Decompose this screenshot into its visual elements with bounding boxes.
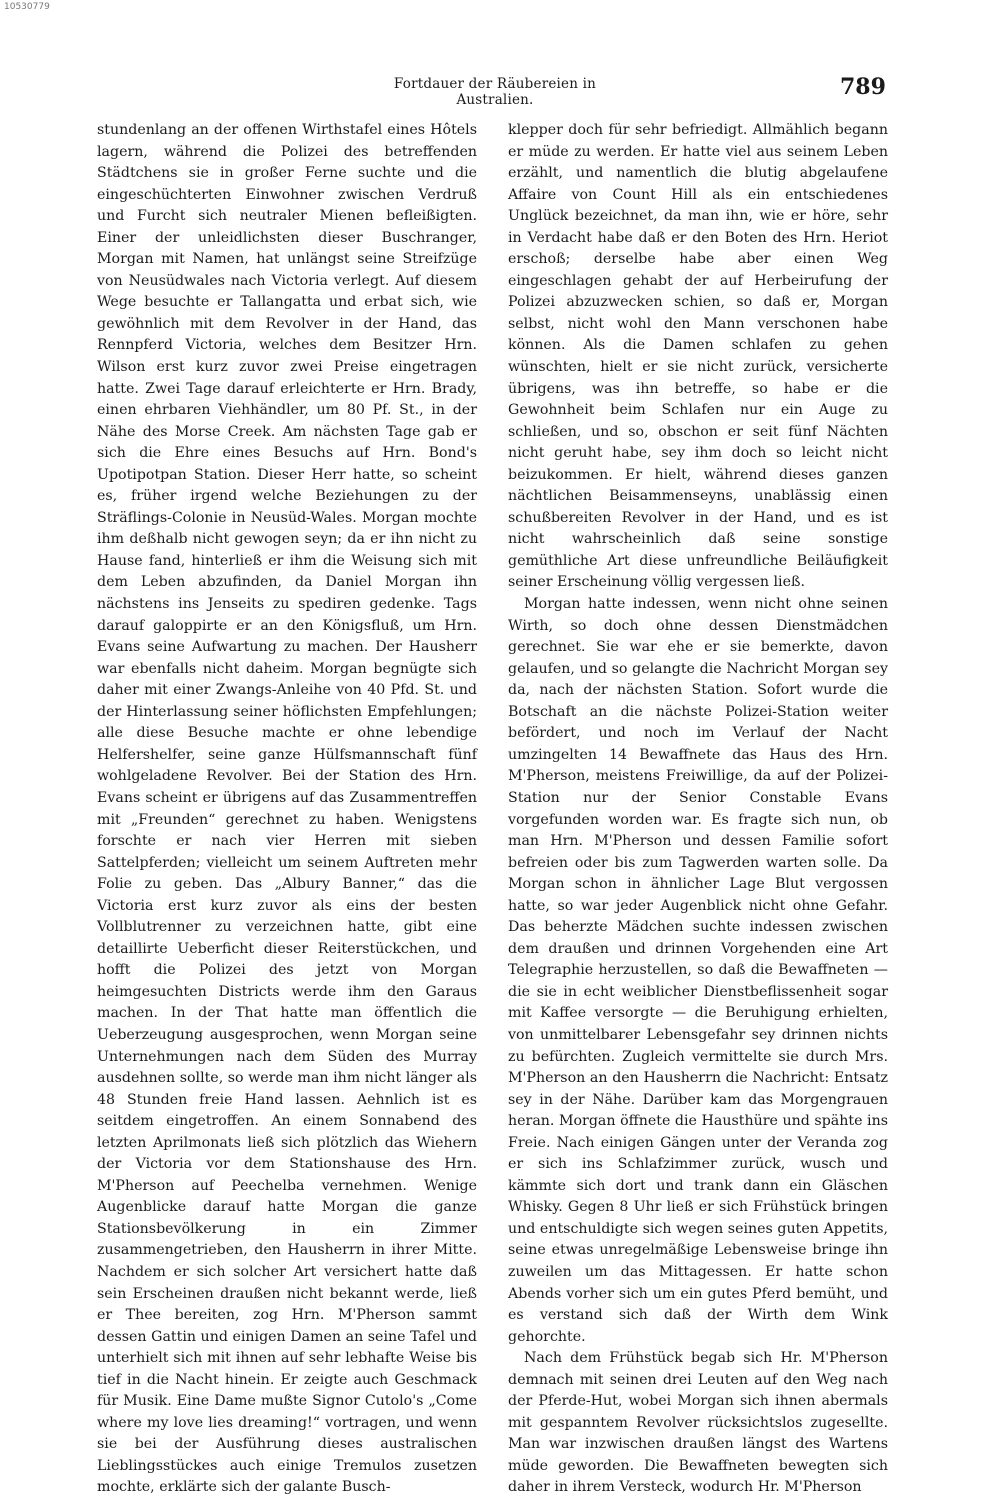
- scan-id-label: 10530779: [4, 2, 50, 12]
- paragraph: Nach dem Frühstück begab sich Hr. M'Pherson demnach mit seinen drei Leuten auf den Weg nach der Pferde-Hut, wobei Morgan sich ihnen abermals mit gespanntem Revolver rücksichtslos zugesellte. Man war inzwischen draußen längst des Wartens müde geworden. Die Bewaffneten bewegten sich daher in ihrem Versteck, wodurch Hr. M'Pherson: [508, 1350, 888, 1496]
- right-column: [508, 120, 888, 1496]
- running-title: Fortdauer der Räubereien in Australien.: [393, 76, 597, 108]
- paragraph: klepper doch für sehr befriedigt. Allmählich begann er müde zu werden. Er hatte viel aus seinem Leben erzählt, und namentlich die blutig abgelaufene Affaire von Count Hill als ein entschiedenes Unglück bezeichnet, da man ihn, wie er höre, sehr in Verdacht habe daß er den Boten des Hrn. Heriot erschoß; derselbe habe aber einen Weg eingeschlagen gehabt der auf Herbeirufung der Polizei abzuzwecken schien, so daß er, Morgan selbst, nicht wohl den Mann verschonen habe können. Als die Damen schlafen zu gehen wünschten, hielt er sie nicht zurück, versicherte übrigens, was ihn betreffe, so habe er die Gewohnheit beim Schlafen nur ein Auge zu schließen, und so, obschon er seit fünf Nächten nicht geruht habe, sey ihm doch so leicht nicht beizukommen. Er hielt, während dieses ganzen nächtlichen Beisammenseyns, unablässig einen schußbereiten Revolver in der Hand, und es ist nicht wahrscheinlich daß seine sonstige gemüthliche Art diese unfreundliche Beiläufigkeit seiner Erscheinung völlig vergessen ließ.: [508, 122, 888, 591]
- paragraph: stundenlang an der offenen Wirthstafel eines Hôtels lagern, während die Polizei des betreffenden Städtchens sie in großer Ferne suchte und die eingeschüchterten Einwohner zwischen Verdruß und Furcht sich neutraler Mienen befleißigten. Einer der unleidlichsten dieser Buschranger, Morgan mit Namen, hat unlängst seine Streifzüge von Neusüdwales nach Victoria verlegt. Auf diesem Wege besuchte er Tallangatta und erbat sich, wie gewöhnlich mit dem Revolver in der Hand, das Rennpferd Victoria, welches dem Besitzer Hrn. Wilson erst kurz zuvor zwei Preise eingetragen hatte. Zwei Tage darauf erleichterte er Hrn. Brady, einen ehrbaren Viehhändler, um 80 Pf. St., in der Nähe des Morse Creek. Am nächsten Tage gab er sich die Ehre eines Besuchs auf Hrn. Bond's Upotipotpan Station. Dieser Herr hatte, so scheint es, früher irgend welche Beziehungen zu der Sträflings-Colonie in Neusüd-Wales. Morgan mochte ihm deßhalb nicht gewogen seyn; da er ihn nicht zu Hause fand, hinterließ er ihm die Weisung sich mit dem Leben abzufinden, da Daniel Morgan ihn nächstens ins Jenseits zu spediren gedenke. Tags darauf galoppirte er an den Königsfluß, um Hrn. Evans seine Aufwartung zu machen. Der Hausherr war ebenfalls nicht daheim. Morgan begnügte sich daher mit einer Zwangs-Anleihe von 40 Pfd. St. und der Hinterlassung seiner höflichsten Empfehlungen; alle diese Besuche machte er ohne lebendige Helfershelfer, seine ganze Hülfsmannschaft fünf wohlgeladene Revolver. Bei der Station des Hrn. Evans scheint er übrigens auf das Zusammentreffen mit „Freunden“ gerechnet zu haben. Wenigstens forschte er nach vier Herren mit sieben Sattelpferden; vielleicht um seinem Auftreten mehr Folie zu geben. Das „Albury Banner,“ das die Victoria erst kurz zuvor als eins der besten Vollblutrenner zu verzeichnen hatte, gibt eine detaillirte Ueberficht dieser Reiterstückchen, und hofft die Polizei des jetzt von Morgan heimgesuchten Districts werde ihm den Garaus machen. In der That hatte man öffentlich die Ueberzeugung ausgesprochen, wenn Morgan seine Unternehmungen nach dem Süden des Murray ausdehnen sollte, so werde man ihm nicht länger als 48 Stunden freie Hand lassen. Aehnlich ist es seitdem eingetroffen. An einem Sonnabend des letzten Aprilmonats ließ sich plötzlich das Wiehern der Victoria vor dem Stationshause des Hrn. M'Pherson auf Peechelba vernehmen. Wenige Augenblicke darauf hatte Morgan die ganze Stationsbevölkerung in ein Zimmer zusammengetrieben, den Hausherrn in ihrer Mitte. Nachdem er sich solcher Art versichert hatte daß sein Erscheinen draußen nicht bekannt werde, ließ er Thee bereiten, zog Hrn. M'Pherson sammt dessen Gattin und einigen Damen an seine Tafel und unterhielt sich mit ihnen auf sehr lebhafte Weise bis tief in die Nacht hinein. Er zeigte auch Geschmack für Musik. Eine Dame mußte Signor Cutolo's „Come where my love lies dreaming!“ vortragen, und wenn sie bei der Ausführung dieses australischen Lieblingsstückes auch einige Tremulos zusetzen mochte, erklärte sich der galante Busch-: [97, 122, 477, 1496]
- paragraph: Morgan hatte indessen, wenn nicht ohne seinen Wirth, so doch ohne dessen Dienstmädchen gerechnet. Sie war ehe er sie bemerkte, davon gelaufen, und so gelangte die Nachricht Morgan sey da, nach der nächsten Station. Sofort wurde die Botschaft an die nächste Polizei-Station weiter befördert, und noch im Verlauf der Nacht umzingelten 14 Bewaffnete das Haus des Hrn. M'Pherson, meistens Freiwillige, da auf der Polizei-Station nur der Senior Constable Evans vorgefunden worden war. Es fragte sich nun, ob man Hrn. M'Pherson und dessen Familie sofort befreien oder bis zum Tagwerden warten solle. Da Morgan schon in ähnlicher Lage Blut vergossen hatte, so war jeder Augenblick nicht ohne Gefahr. Das beherzte Mädchen suchte indessen zwischen dem draußen und drinnen Vorgehenden eine Art Telegraphie herzustellen, so daß die Bewaffneten — die sie in echt weiblicher Dienstbeflissenheit sogar mit Kaffee versorgte — die Beruhigung erhielten, von unmittelbarer Lebensgefahr sey drinnen nichts zu befürchten. Zugleich vermittelte sie durch Mrs. M'Pherson an den Hausherrn die Nachricht: Entsatz sey in der Nähe. Darüber kam das Morgengrauen heran. Morgan öffnete die Hausthüre und spähte ins Freie. Nach einigen Gängen unter der Veranda zog er sich ins Schlafzimmer zurück, wusch und kämmte sich dort und trank dann ein Gläschen Whisky. Gegen 8 Uhr ließ er sich Frühstück bringen und entschuldigte sich wegen seines guten Appetits, seine etwas unregelmäßige Lebensweise bringe ihn zuweilen um das Mittagessen. Er hatte schon Abends vorher sich um ein gutes Pferd bemüht, und es verstand sich daß der Wirth dem Wink gehorchte.: [508, 596, 888, 1345]
- left-column: [97, 120, 477, 1496]
- page-number: 789: [840, 74, 886, 100]
- column-gutter: [492, 120, 493, 1270]
